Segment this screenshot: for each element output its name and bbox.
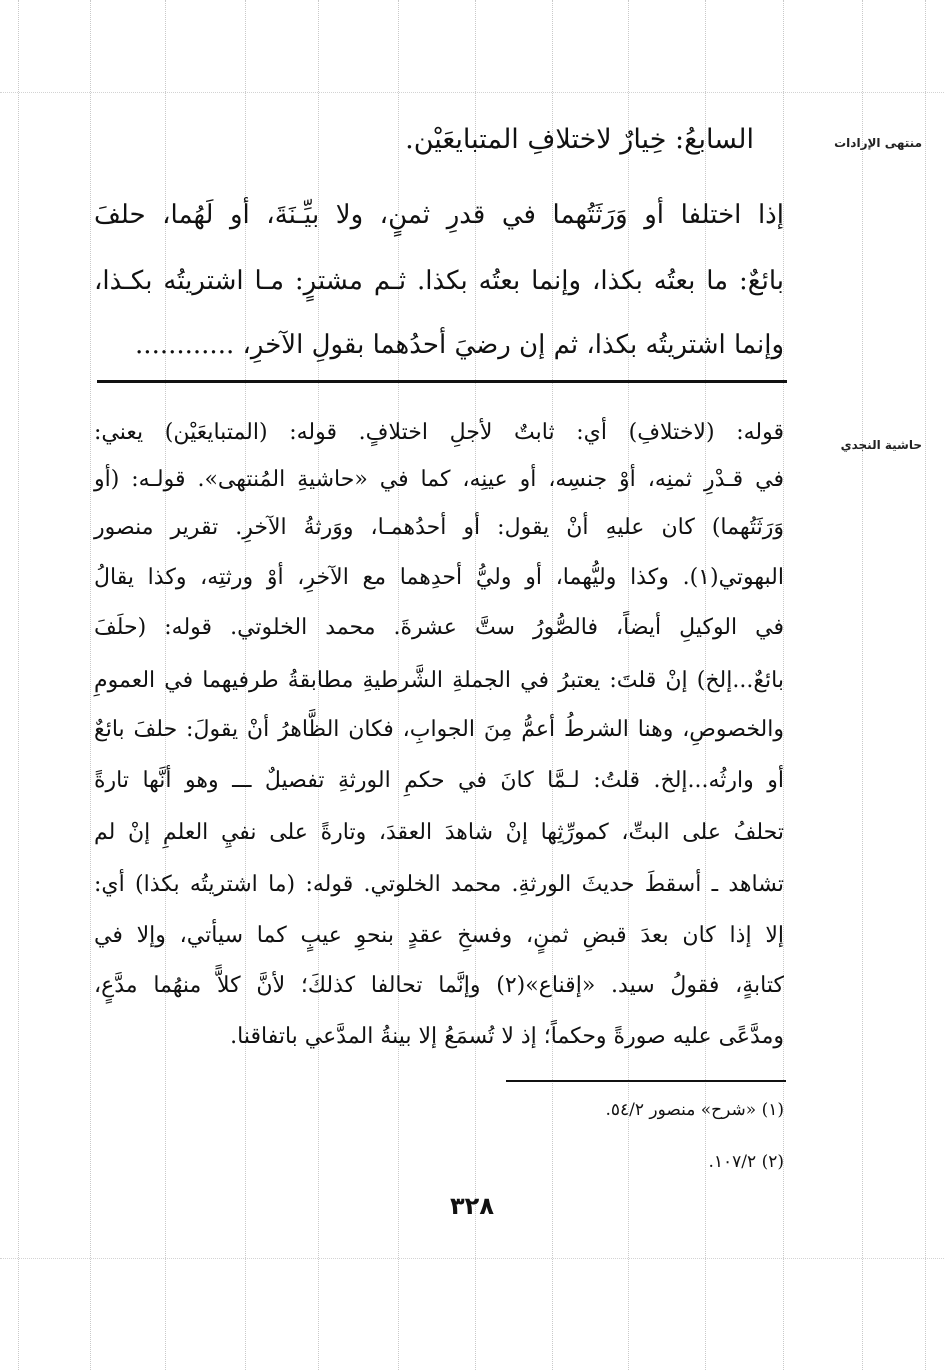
hashiya-line: تحلفُ على البتِّ، كمورِّثِها إنْ شاهدَ العقدَ، وتارةً على نفيِ العلمِ إنْ لم <box>94 820 784 845</box>
hashiya-line: قوله: (لاختلافِ) أي: ثابتٌ لأجلِ اختلافٍ. قوله: (المتبايعَيْن) يعني: <box>94 420 784 445</box>
scan-line <box>925 0 926 1370</box>
hashiya-line: وَرَثَتُهما) كان عليهِ أنْ يقول: أو أحدُهمـا، ووَرثةُ الآخرِ. تقرير منصور <box>94 515 784 540</box>
side-label-matn: منتهى الإرادات <box>834 136 922 150</box>
matn-line: وإنما اشتريتُه بكذا، ثم إن رضيَ أحدُهما بقولِ الآخرِ، ............ <box>135 330 784 360</box>
footnote: (٢) ١٠٧/٢. <box>708 1152 784 1172</box>
hashiya-line: بائعٌ...إلخ) إنْ قلتَ: يعتبرُ في الجملةِ الشَّرطيةِ مطابقةُ طرفيهما في العمومِ <box>94 668 784 693</box>
section-divider <box>97 380 787 383</box>
footnote-divider <box>506 1080 786 1082</box>
hashiya-line: في قـدْرِ ثمنِه، أوْ جنسِه، أو عينِه، كما في «حاشيةِ المُنتهى». قولـه: (أو <box>94 467 784 492</box>
hashiya-line: كتابةٍ، فقولُ سيد. «إقناع»(٢) وإنَّما تحالفا كذلكَ؛ لأنَّ كلاًّ منهُما مدَّعٍ، <box>94 973 784 998</box>
scan-line <box>90 0 91 1370</box>
scan-line <box>0 1258 944 1259</box>
hashiya-line: والخصوصِ، وهنا الشرطُ أعمُّ مِنَ الجوابِ، فكان الظَّاهرُ أنْ يقولَ: حلفَ بائعٌ <box>94 717 784 742</box>
side-label-hashiya: حاشية النجدي <box>840 438 922 452</box>
scan-line <box>0 92 944 93</box>
hashiya-line: إلا إذا كان بعدَ قبضِ ثمنٍ، وفسخِ عقدٍ بنحوِ عيبٍ كما سيأتي، وإلا في <box>94 923 784 948</box>
scan-line <box>862 0 863 1370</box>
hashiya-line: أو وارثُه...إلخ. قلتُ: لـمَّا كانَ في حكمِ الورثةِ تفصيلٌ ـــ وهو أنَّها تارةً <box>94 768 784 793</box>
hashiya-line: تشاهد ـ أسقطَ حديثَ الورثةِ. محمد الخلوتي. قوله: (ما اشتريتُه بكذا) أي: <box>94 872 784 897</box>
hashiya-line: في الوكيلِ أيضاً، فالصُّورُ ستَّ عشرةَ. محمد الخلوتي. قوله: (حلَفَ <box>94 615 784 640</box>
hashiya-line: البهوتي(١). وكذا وليُّهما، أو وليُّ أحدِهما مع الآخرِ، أوْ ورثتِه، وكذا يقالُ <box>94 565 784 590</box>
matn-line: بائعٌ: ما بعتُه بكذا، وإنما بعتُه بكذا. ثـم مشترٍ: مـا اشتريتُه بكـذا، <box>94 266 784 296</box>
matn-line: إذا اختلفا أو وَرَثَتُهما في قدرِ ثمنٍ، ولا بيِّـنَةَ، أو لَهُما، حلفَ <box>94 200 784 230</box>
footnote: (١) «شرح» منصور ٥٤/٢. <box>605 1100 784 1120</box>
matn-title: السابعُ: خِيارٌ لاختلافِ المتبايعَيْن. <box>405 124 754 155</box>
scan-line <box>18 0 19 1370</box>
hashiya-line: ومدَّعًى عليه صورةً وحكماً؛ إذ لا تُسمَعُ إلا بينةُ المدَّعي باتفاقنا. <box>230 1024 784 1049</box>
page-number: ٣٢٨ <box>450 1192 494 1220</box>
